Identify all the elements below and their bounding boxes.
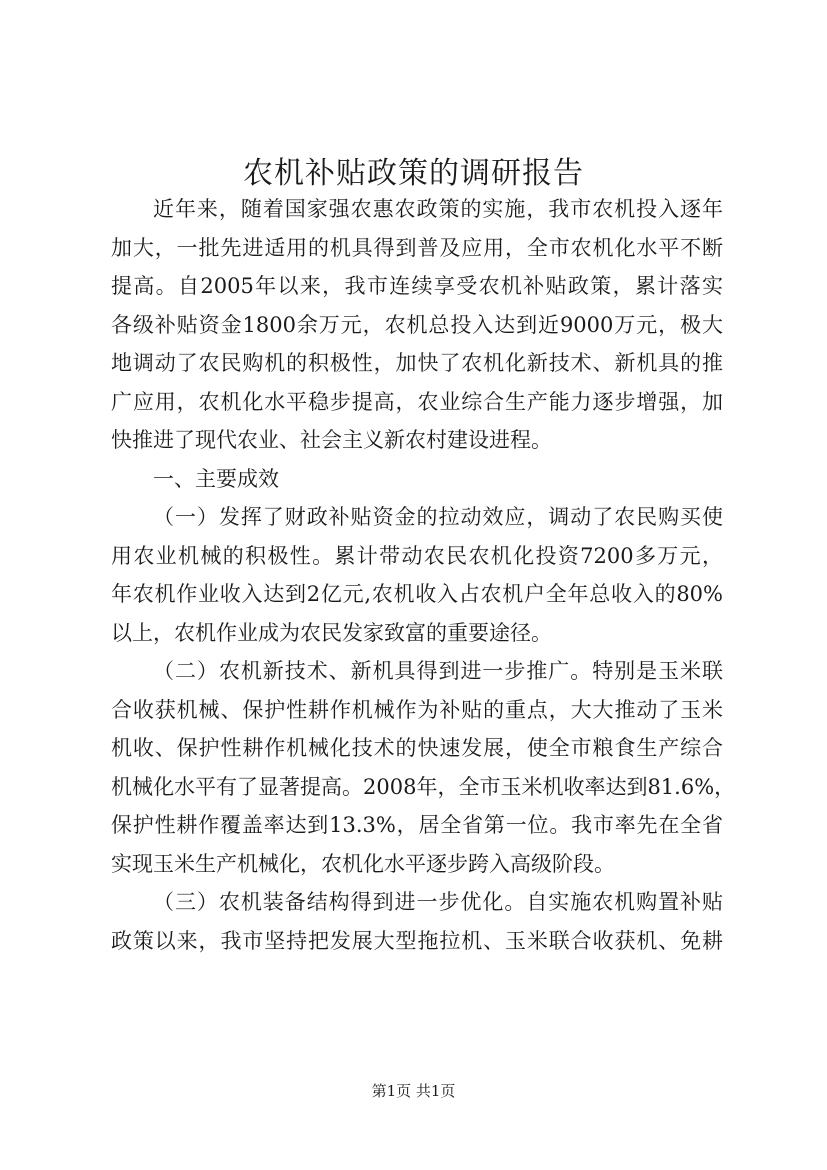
text-line: 广应用，农机化水平稳步提高，农业综合生产能力逐步增强，加 — [111, 389, 723, 414]
text-line: 年农机作业收入达到2亿元,农机收入占农机户全年总收入的80% — [111, 582, 723, 606]
text-line: 以上，农机作业成为农民发家致富的重要途径。 — [111, 620, 552, 645]
text-line: 合收获机械、保护性耕作机械作为补贴的重点，大大推动了玉米 — [111, 697, 723, 722]
text-line: 保护性耕作覆盖率达到13.3%，居全省第一位。我市率先在全省 — [111, 813, 723, 837]
text-line: 用农业机械的积极性。累计带动农民农机化投资7200多万元， — [111, 543, 723, 568]
text-line: （三）农机装备结构得到进一步优化。自实施农机购置补贴 — [153, 890, 723, 914]
document-title: 农机补贴政策的调研报告 — [243, 156, 584, 191]
text-line: 机械化水平有了显著提高。2008年，全市玉米机收率达到81.6%， — [111, 774, 736, 799]
text-line: 各级补贴资金1800余万元，农机总投入达到近9000万元，极大 — [111, 312, 723, 337]
text-line: 机收、保护性耕作机械化技术的快速发展，使全市粮食生产综合 — [111, 736, 723, 760]
document-body — [111, 190, 736, 960]
text-line: 地调动了农民购机的积极性，加快了农机化新技术、新机具的推 — [111, 351, 723, 375]
text-line: 近年来，随着国家强农惠农政策的实施，我市农机投入逐年 — [153, 197, 723, 221]
text-line: （一）发挥了财政补贴资金的拉动效应，调动了农民购买使 — [153, 505, 723, 529]
text-line: （二）农机新技术、新机具得到进一步推广。特别是玉米联 — [153, 659, 723, 683]
text-line: 提高。自2005年以来，我市连续享受农机补贴政策，累计落实 — [111, 274, 723, 298]
text-line: 一、主要成效 — [153, 466, 279, 491]
text-line: 快推进了现代农业、社会主义新农村建设进程。 — [111, 428, 552, 452]
text-line: 实现玉米生产机械化，农机化水平逐步跨入高级阶段。 — [111, 851, 615, 876]
text-line: 政策以来，我市坚持把发展大型拖拉机、玉米联合收获机、免耕 — [111, 928, 723, 953]
text-line: 加大，一批先进适用的机具得到普及应用，全市农机化水平不断 — [111, 235, 723, 260]
page-footer: 第1页 共1页 — [371, 1082, 456, 1100]
